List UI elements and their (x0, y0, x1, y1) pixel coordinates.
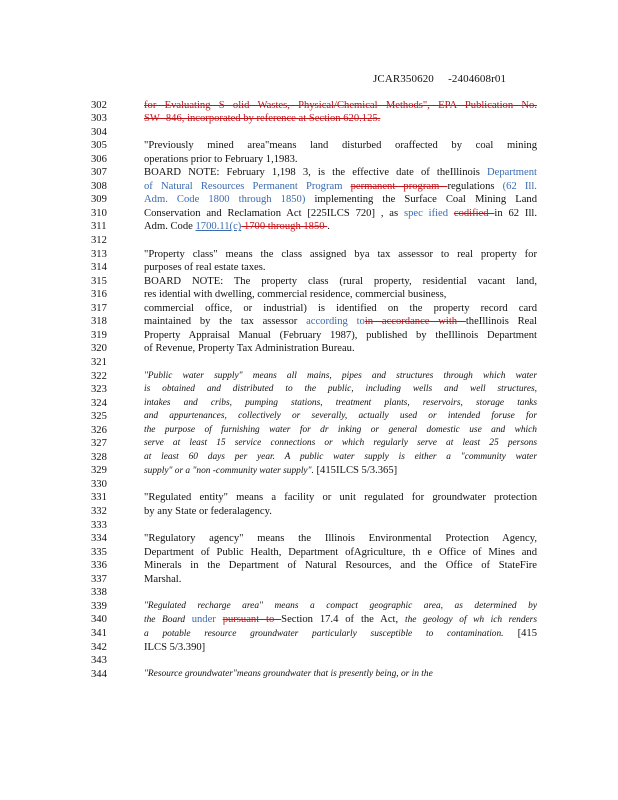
document-line (0, 166, 618, 179)
line-number: 329 (91, 465, 107, 477)
inserted-text: 1700.11(c) (195, 221, 242, 233)
document-line (0, 288, 618, 301)
line-text (144, 559, 537, 572)
line-text (144, 437, 537, 450)
line-number: 331 (91, 492, 107, 504)
line-text (144, 220, 537, 233)
line-text (144, 532, 537, 545)
document-line (0, 139, 618, 152)
line-number: 328 (91, 451, 107, 463)
line-number: 312 (91, 235, 107, 246)
text-run: in 62 Ill. (494, 207, 537, 219)
text-run: regulations (447, 180, 503, 192)
document-line (0, 99, 618, 112)
line-text (144, 329, 537, 342)
line-text (144, 383, 537, 396)
deleted-text: in accordance with (364, 316, 466, 328)
text-run: "Previously mined area"means land disturbed oraffected by coal mining (144, 140, 537, 152)
text-run: the Board (144, 615, 192, 626)
text-run: of Revenue, Property Tax Administration Bureau. (144, 343, 355, 355)
text-run: intakes and cribs, pumping stations, treatment plants, reservoirs, storage tanks (144, 397, 537, 408)
line-text (144, 370, 537, 383)
text-run: "Regulatory agency" means the Illinois Environmental Protection Agency, (144, 533, 537, 545)
line-number: 309 (91, 194, 107, 206)
document-line (0, 234, 618, 247)
line-number: 322 (91, 370, 107, 382)
text-run: Marshal. (144, 573, 182, 585)
document-line (0, 613, 618, 626)
line-number: 336 (91, 560, 107, 572)
line-number: 317 (91, 302, 107, 314)
text-run: by any State or federalagency. (144, 506, 272, 517)
line-number: 319 (91, 329, 107, 341)
document-line (0, 505, 618, 518)
deleted-text: SW -846, incorporated by reference at Section 620.125. (144, 113, 381, 125)
text-run: "Regulated entity" means a facility or unit regulated for groundwater protection (144, 492, 537, 504)
text-run: a potable resource groundwater particularly susceptible to contamination. (144, 628, 504, 639)
text-run: Property Appraisal Manual (February 1987), published by theIllinois Department (144, 329, 537, 341)
text-run: ILCS 5/3.390] (144, 641, 206, 653)
line-number: 326 (91, 424, 107, 436)
text-run: "Public water supply" means all mains, pipes and structures through which water (144, 370, 537, 381)
document-line (0, 437, 618, 450)
text-run: Minerals in the Department of Natural Resources, and the Office of StateFire (144, 560, 537, 572)
line-text (144, 302, 537, 315)
inserted-text: Adm. Code 1800 through 1850) (144, 194, 306, 206)
document-id: JCAR350620 -2404608r01 (373, 73, 507, 85)
text-run: "Regulated recharge area" means a compact geographic area, as determined by (144, 600, 537, 611)
text-run: purposes of real estate taxes. (144, 262, 266, 274)
line-number: 307 (91, 167, 107, 179)
line-number: 314 (91, 262, 107, 274)
text-run: [415 (503, 627, 537, 639)
line-number: 316 (91, 289, 107, 301)
line-number: 335 (91, 546, 107, 558)
document-line (0, 383, 618, 396)
line-text (144, 315, 537, 328)
line-text (144, 166, 537, 179)
line-text (144, 207, 537, 220)
line-number: 305 (91, 140, 107, 152)
document-line (0, 478, 618, 491)
line-text (144, 641, 537, 654)
document-line (0, 464, 618, 477)
document-line (0, 126, 618, 139)
text-run: BOARD NOTE: The property class (rural property, residential vacant land, (144, 275, 537, 287)
line-text (144, 248, 537, 261)
inserted-text: Department (486, 167, 537, 179)
line-number: 333 (91, 519, 107, 531)
text-run: Department of Public Health, Department ofAgriculture, th e Office of Mines and (144, 546, 537, 558)
line-number: 338 (91, 587, 107, 599)
document-line (0, 315, 618, 328)
document-line (0, 275, 618, 288)
text-run: at least 60 days per year. A public water supply is either a "community water (144, 451, 537, 462)
line-text (144, 99, 537, 112)
line-text (144, 491, 537, 504)
text-run: implementing the Surface Coal Mining Land (305, 194, 537, 206)
document-line (0, 532, 618, 545)
document-line (0, 586, 618, 599)
document-line (0, 654, 618, 667)
document-line (0, 180, 618, 193)
inserted-text: (62 Ill. (502, 180, 537, 192)
line-number: 337 (91, 573, 107, 585)
line-number: 324 (91, 397, 107, 409)
line-number: 304 (91, 126, 107, 138)
line-number: 334 (91, 533, 107, 545)
document-line (0, 207, 618, 220)
line-number: 330 (91, 478, 107, 490)
line-number: 321 (91, 356, 107, 368)
line-number: 320 (91, 343, 107, 355)
line-text (144, 112, 537, 125)
line-number: 306 (91, 153, 107, 165)
document-line (0, 559, 618, 572)
line-text (144, 613, 537, 627)
line-text (144, 546, 537, 559)
document-line (0, 424, 618, 437)
line-number: 327 (91, 438, 107, 450)
line-text (144, 261, 537, 274)
inserted-text: of Natural Resources Permanent Program (144, 180, 351, 192)
line-text (144, 424, 537, 437)
deleted-text: for Evaluating S olid Wastes, Physical/Chemical Methods", EPA Publication No. (144, 99, 537, 111)
document-line (0, 342, 618, 355)
text-run: Section 17.4 of the Act, (281, 614, 405, 626)
line-number: 343 (91, 655, 107, 667)
line-text (144, 139, 537, 152)
text-run: [415ILCS 5/3.365] (313, 465, 398, 477)
line-text (144, 627, 537, 641)
document-line (0, 410, 618, 423)
line-number: 303 (91, 113, 107, 125)
document-line (0, 370, 618, 383)
text-run: commercial office, or industrial) is identified on the property record card (144, 302, 537, 314)
text-run: res idential with dwelling, commercial residence, commercial business, (144, 289, 447, 301)
text-run: is obtained and distributed to the public, including wells and well structures, (144, 384, 537, 395)
document-line (0, 573, 618, 586)
line-number: 342 (91, 641, 107, 653)
line-text (144, 600, 537, 613)
line-number: 341 (91, 627, 107, 639)
inserted-text: under (191, 614, 223, 626)
line-number: 308 (91, 180, 107, 192)
document-line (0, 451, 618, 464)
text-run: BOARD NOTE: February 1,198 3, is the effective date of theIllinois (144, 167, 487, 179)
document-line (0, 627, 618, 640)
document-line (0, 261, 618, 274)
document-line (0, 600, 618, 613)
line-text (144, 288, 537, 301)
line-text (144, 153, 537, 166)
document-line (0, 329, 618, 342)
text-run: the purpose of furnishing water for dr inking or general domestic use and which (144, 424, 537, 435)
deleted-text: permanent program (350, 180, 448, 192)
text-run: . (327, 221, 330, 233)
line-number: 340 (91, 614, 107, 626)
document-line (0, 248, 618, 261)
text-run: supply" or a "non -community water supply". (144, 466, 314, 477)
text-run: operations prior to February 1,1983. (144, 153, 298, 165)
line-text (144, 573, 537, 586)
document-line (0, 153, 618, 166)
line-text (144, 451, 537, 464)
document-line (0, 546, 618, 559)
text-run: Adm. Code (144, 221, 196, 233)
line-text (144, 193, 537, 206)
line-text (144, 464, 537, 478)
text-run: theIllinois Real (465, 316, 537, 328)
document-line (0, 356, 618, 369)
line-text (144, 668, 537, 681)
inserted-text: according to (306, 316, 365, 328)
deleted-text: 1700 through 1850 (241, 221, 328, 233)
text-run: and appurtenances, collectively or severally, actually used or intended foruse for (144, 411, 537, 422)
line-text (144, 342, 537, 355)
document-line (0, 193, 618, 206)
line-number: 323 (91, 384, 107, 396)
document-line (0, 220, 618, 233)
line-number: 310 (91, 207, 107, 219)
deleted-text: pursuant to (222, 614, 282, 626)
inserted-text: spec ified (403, 207, 454, 219)
document-line (0, 668, 618, 681)
text-run: serve at least 15 service connections or which regularly serve at least 25 persons (144, 438, 537, 449)
deleted-text: codified (453, 207, 495, 219)
line-number: 318 (91, 316, 107, 328)
line-number: 302 (91, 99, 107, 111)
document-line (0, 641, 618, 654)
document-line (0, 397, 618, 410)
line-text (144, 410, 537, 423)
text-run: "Property class" means the class assigned bya tax assessor to real property for (144, 248, 537, 260)
line-number: 313 (91, 248, 107, 260)
document-line (0, 519, 618, 532)
text-run: the geology of wh ich renders (405, 615, 537, 626)
document-line (0, 302, 618, 315)
line-text (144, 505, 537, 518)
line-text (144, 180, 537, 193)
text-run: "Resource groundwater"means groundwater that is presently being, or in the (144, 668, 433, 679)
document-line (0, 491, 618, 504)
line-number: 311 (91, 221, 107, 233)
line-number: 344 (91, 668, 107, 680)
line-number: 325 (91, 411, 107, 423)
document-line (0, 112, 618, 125)
text-run: Conservation and Reclamation Act [225ILCS 720] , as (144, 207, 404, 219)
line-text (144, 275, 537, 288)
line-number: 315 (91, 275, 107, 287)
line-number: 332 (91, 506, 107, 517)
line-text (144, 397, 537, 410)
line-number: 339 (91, 600, 107, 612)
text-run: maintained by the tax assessor (144, 316, 307, 328)
